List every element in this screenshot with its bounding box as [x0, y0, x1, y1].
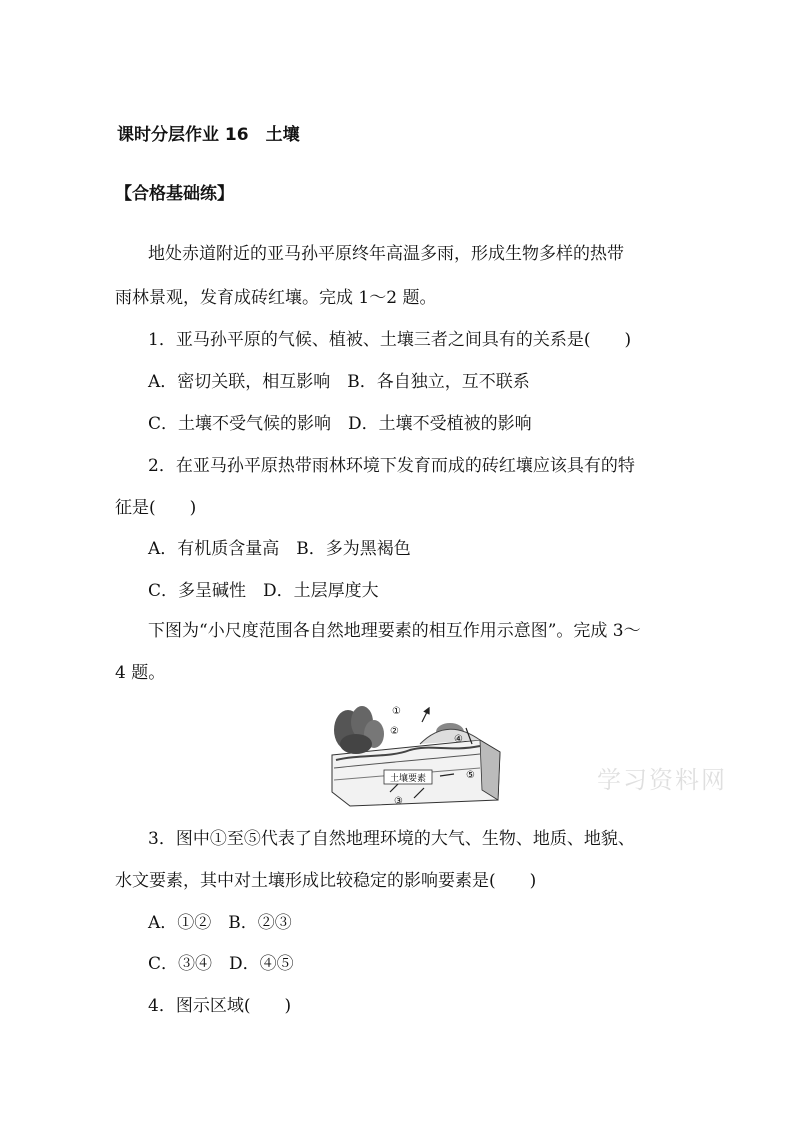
intro-2-line-2: 4 题。 — [115, 663, 166, 683]
question-1-options-cd: C．土壤不受气候的影响 D．土壤不受植被的影响 — [148, 414, 532, 434]
watermark: 学习资料网 — [597, 766, 727, 794]
marker-4: ④ — [454, 734, 463, 745]
intro-2-line-1: 下图为“小尺度范围各自然地理要素的相互作用示意图”。完成 3～ — [148, 621, 641, 641]
marker-3: ③ — [394, 796, 403, 807]
question-2-options-cd: C．多呈碱性 D．土层厚度大 — [148, 581, 379, 601]
soil-interaction-figure — [330, 700, 502, 808]
landscape-diagram — [330, 700, 502, 808]
intro-paragraph-line-2: 雨林景观，发育成砖红壤。完成 1～2 题。 — [115, 288, 437, 308]
soil-element-label: 土壤要素 — [389, 774, 427, 784]
question-2-stem-line-2: 征是( ) — [115, 498, 197, 518]
question-3-stem-line-2: 水文要素，其中对土壤形成比较稳定的影响要素是( ) — [115, 871, 537, 891]
question-1-options-ab: A．密切关联，相互影响 B．各自独立，互不联系 — [148, 372, 530, 392]
page-title: 课时分层作业 16 土壤 — [117, 125, 300, 145]
marker-1: ① — [392, 706, 401, 717]
question-2-stem-line-1: 2．在亚马孙平原热带雨林环境下发育而成的砖红壤应该具有的特 — [148, 456, 635, 476]
marker-2: ② — [390, 726, 399, 737]
question-3-options-cd: C．③④ D．④⑤ — [148, 954, 294, 974]
question-3-stem-line-1: 3．图中①至⑤代表了自然地理环境的大气、生物、地质、地貌、 — [148, 829, 635, 849]
marker-5: ⑤ — [466, 770, 475, 781]
section-heading: 【合格基础练】 — [115, 184, 234, 204]
question-1-stem: 1．亚马孙平原的气候、植被、土壤三者之间具有的关系是( ) — [148, 330, 632, 350]
intro-paragraph-line-1: 地处赤道附近的亚马孙平原终年高温多雨，形成生物多样的热带 — [148, 244, 624, 264]
question-4-stem: 4．图示区域( ) — [148, 996, 292, 1016]
question-3-options-ab: A．①② B．②③ — [148, 913, 292, 933]
question-2-options-ab: A．有机质含量高 B．多为黑褐色 — [148, 539, 411, 559]
